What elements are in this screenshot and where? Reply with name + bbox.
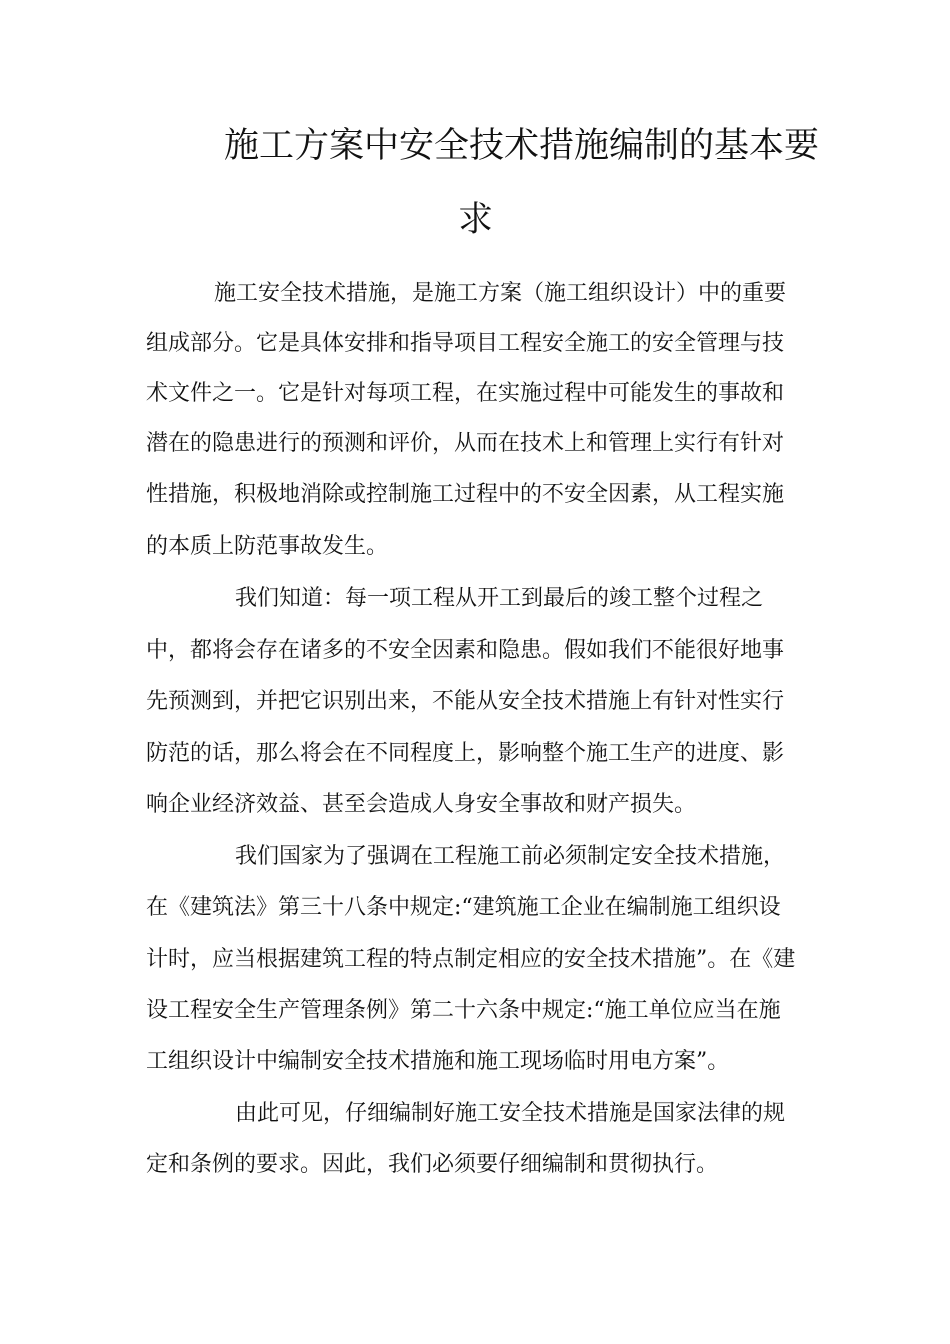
document-title-line-2: 求 bbox=[458, 200, 494, 240]
paragraph-1-line-6: 的本质上防范事故发生。 bbox=[146, 534, 389, 559]
paragraph-3-line-5: 工组织设计中编制安全技术措施和施工现场临时用电方案”。 bbox=[146, 1049, 730, 1074]
paragraph-1-line-4: 潜在的隐患进行的预测和评价，从而在技术上和管理上实行有针对 bbox=[146, 431, 785, 456]
paragraph-2-line-4: 防范的话，那么将会在不同程度上，影响整个施工生产的进度、影 bbox=[146, 741, 785, 766]
paragraph-4-line-1: 由此可见，仔细编制好施工安全技术措施是国家法律的规 bbox=[235, 1101, 786, 1126]
paragraph-3-line-3: 计时，应当根据建筑工程的特点制定相应的安全技术措施”。在《建 bbox=[146, 947, 796, 972]
paragraph-2-line-5: 响企业经济效益、甚至会造成人身安全事故和财产损失。 bbox=[146, 792, 697, 817]
paragraph-2-line-2: 中，都将会存在诸多的不安全因素和隐患。假如我们不能很好地事 bbox=[146, 638, 785, 663]
paragraph-3-line-1: 我们国家为了强调在工程施工前必须制定安全技术措施， bbox=[235, 844, 786, 869]
paragraph-4-line-2: 定和条例的要求。因此，我们必须要仔细编制和贯彻执行。 bbox=[146, 1152, 719, 1177]
document-title-line-1: 施工方案中安全技术措施编制的基本要 bbox=[224, 126, 820, 166]
paragraph-3-line-4: 设工程安全生产管理条例》第二十六条中规定:“施工单位应当在施 bbox=[146, 998, 781, 1023]
paragraph-2-line-1: 我们知道：每一项工程从开工到最后的竣工整个过程之 bbox=[235, 586, 764, 611]
paragraph-1-line-1: 施工安全技术措施，是施工方案（施工组织设计）中的重要 bbox=[214, 281, 787, 306]
paragraph-1-line-5: 性措施，积极地消除或控制施工过程中的不安全因素，从工程实施 bbox=[146, 482, 785, 507]
paragraph-2-line-3: 先预测到，并把它识别出来，不能从安全技术措施上有针对性实行 bbox=[146, 689, 785, 714]
paragraph-1-line-3: 术文件之一。它是针对每项工程，在实施过程中可能发生的事故和 bbox=[146, 381, 785, 406]
paragraph-3-line-2: 在《建筑法》第三十八条中规定:“建筑施工企业在编制施工组织设 bbox=[146, 895, 781, 920]
paragraph-1-line-2: 组成部分。它是具体安排和指导项目工程安全施工的安全管理与技 bbox=[146, 331, 785, 356]
